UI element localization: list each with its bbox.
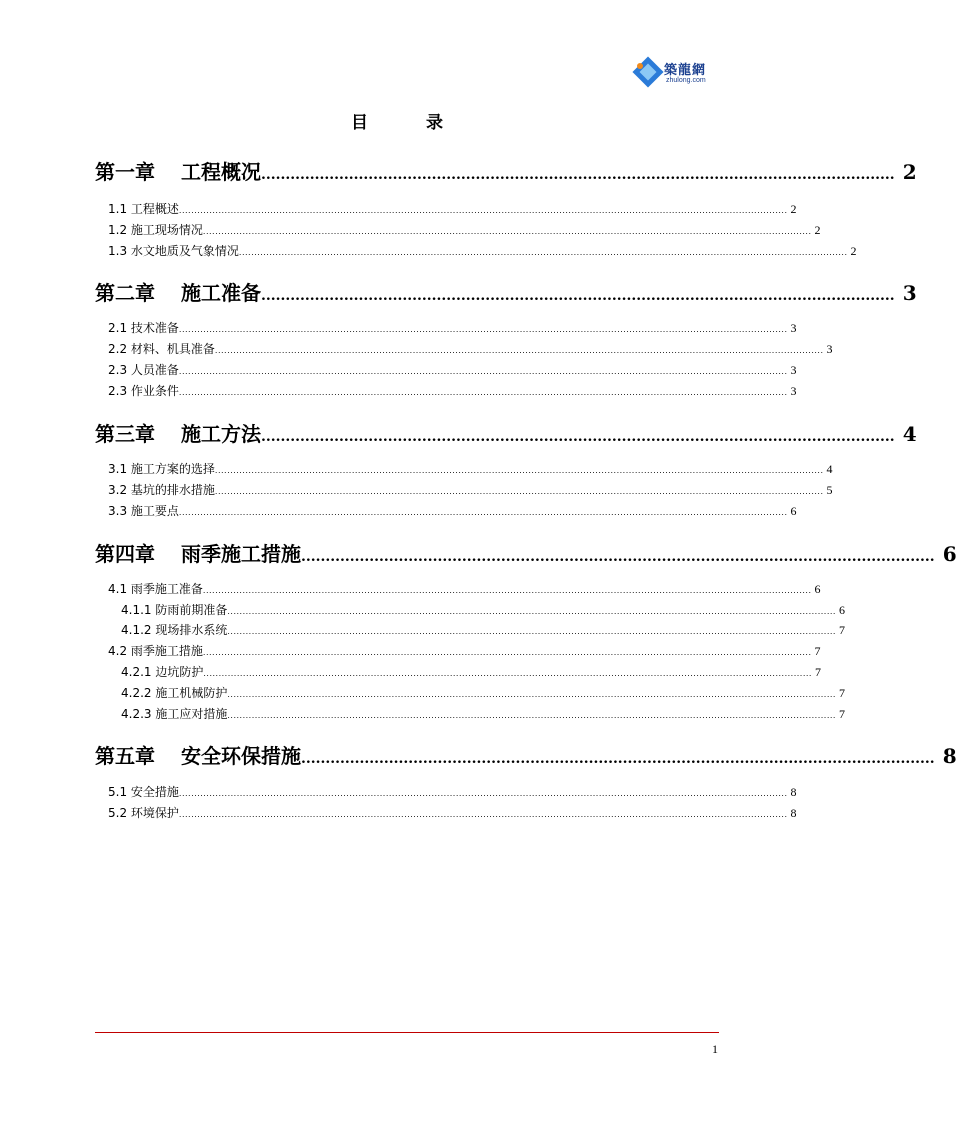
toc-section[interactable]: 5.1 安全措施 ........................................................................................................................................................................................................ 8 bbox=[108, 785, 797, 799]
leader-dots: ........................................................................................................................................................................................................ bbox=[202, 227, 812, 236]
leader-dots: ........................................................................................................................................................................................................ bbox=[227, 711, 836, 720]
leader-dots: .................................................................................................................................. bbox=[261, 429, 895, 445]
toc-section[interactable]: 3.3 施工要点 ........................................................................................................................................................................................................ 6 bbox=[108, 504, 797, 518]
toc-subsection[interactable]: 4.2.1 边坑防护 ........................................................................................................................................................................................................ 7 bbox=[121, 665, 821, 679]
toc-section[interactable]: 3.2 基坑的排水措施 ........................................................................................................................................................................................................ 5 bbox=[108, 483, 833, 497]
toc-subsection[interactable]: 4.1.1 防雨前期准备 ........................................................................................................................................................................................................ 6 bbox=[121, 603, 845, 617]
toc-section[interactable]: 2.1 技术准备 ........................................................................................................................................................................................................ 3 bbox=[108, 321, 797, 335]
toc-section[interactable]: 2.2 材料、机具准备 ........................................................................................................................................................................................................ 3 bbox=[108, 342, 833, 356]
leader-dots: .................................................................................................................................. bbox=[301, 751, 935, 767]
leader-dots: ........................................................................................................................................................................................................ bbox=[178, 206, 788, 215]
page-number: 1 bbox=[712, 1042, 718, 1056]
toc-section[interactable]: 2.3 人员准备 ........................................................................................................................................................................................................ 3 bbox=[108, 363, 797, 377]
toc-chapter-4[interactable] bbox=[0, 538, 957, 566]
toc-section[interactable]: 1.2 施工现场情况 ........................................................................................................................................................................................................ 2 bbox=[108, 223, 821, 237]
leader-dots: ........................................................................................................................................................................................................ bbox=[178, 508, 788, 517]
leader-dots: .................................................................................................................................. bbox=[301, 549, 935, 565]
footer-rule bbox=[95, 1032, 719, 1033]
leader-dots: ........................................................................................................................................................................................................ bbox=[214, 487, 824, 496]
leader-dots: ........................................................................................................................................................................................................ bbox=[214, 466, 824, 475]
toc-section[interactable]: 4.1 雨季施工准备 ........................................................................................................................................................................................................ 6 bbox=[108, 582, 821, 596]
toc-section[interactable]: 3.1 施工方案的选择 ........................................................................................................................................................................................................ 4 bbox=[108, 462, 833, 476]
leader-dots: ........................................................................................................................................................................................................ bbox=[227, 607, 836, 616]
leader-dots: ........................................................................................................................................................................................................ bbox=[178, 325, 788, 334]
leader-dots: ........................................................................................................................................................................................................ bbox=[178, 367, 788, 376]
chapter-page: 3 bbox=[902, 281, 917, 305]
chapter-heading: 第二章 施工准备 bbox=[95, 281, 261, 305]
leader-dots: ........................................................................................................................................................................................................ bbox=[203, 669, 812, 678]
toc-section[interactable]: 4.2 雨季施工措施 ........................................................................................................................................................................................................ 7 bbox=[108, 644, 821, 658]
chapter-page: 6 bbox=[942, 542, 957, 566]
toc-chapter-1[interactable] bbox=[0, 156, 917, 184]
logo-domain: zhulong.com bbox=[666, 77, 706, 84]
toc-section[interactable]: 1.3 水文地质及气象情况 ........................................................................................................................................................................................................ 2 bbox=[108, 244, 857, 258]
toc-section[interactable]: 5.2 环境保护 ........................................................................................................................................................................................................ 8 bbox=[108, 806, 797, 820]
toc-subsection[interactable]: 4.1.2 现场排水系统 ........................................................................................................................................................................................................ 7 bbox=[121, 623, 845, 637]
toc-subsection[interactable]: 4.2.3 施工应对措施 ........................................................................................................................................................................................................ 7 bbox=[121, 707, 845, 721]
leader-dots: ........................................................................................................................................................................................................ bbox=[238, 248, 848, 257]
chapter-heading: 第五章 安全环保措施 bbox=[95, 744, 301, 768]
zhulong-logo bbox=[634, 56, 726, 92]
chapter-heading: 第一章 工程概况 bbox=[95, 160, 261, 184]
chapter-page: 2 bbox=[902, 160, 917, 184]
leader-dots: ........................................................................................................................................................................................................ bbox=[202, 586, 812, 595]
logo-name: 築龍網 bbox=[664, 63, 707, 78]
toc-chapter-5[interactable] bbox=[0, 740, 957, 768]
leader-dots: .................................................................................................................................. bbox=[261, 288, 895, 304]
toc-chapter-2[interactable] bbox=[0, 277, 917, 305]
toc-chapter-3[interactable] bbox=[0, 418, 917, 446]
leader-dots: ........................................................................................................................................................................................................ bbox=[227, 627, 836, 636]
leader-dots: .................................................................................................................................. bbox=[261, 167, 895, 183]
toc-section[interactable]: 2.3 作业条件 ........................................................................................................................................................................................................ 3 bbox=[108, 384, 797, 398]
leader-dots: ........................................................................................................................................................................................................ bbox=[178, 789, 788, 798]
zhulong-emblem-icon bbox=[634, 58, 662, 86]
leader-dots: ........................................................................................................................................................................................................ bbox=[178, 810, 788, 819]
leader-dots: ........................................................................................................................................................................................................ bbox=[178, 388, 788, 397]
chapter-heading: 第四章 雨季施工措施 bbox=[95, 542, 301, 566]
chapter-heading: 第三章 施工方法 bbox=[95, 422, 261, 446]
leader-dots: ........................................................................................................................................................................................................ bbox=[214, 346, 824, 355]
toc-title: 目 录 bbox=[351, 113, 469, 133]
chapter-page: 4 bbox=[902, 422, 917, 446]
toc-section[interactable]: 1.1 工程概述 ........................................................................................................................................................................................................ 2 bbox=[108, 202, 797, 216]
chapter-page: 8 bbox=[942, 744, 957, 768]
toc-subsection[interactable]: 4.2.2 施工机械防护 ........................................................................................................................................................................................................ 7 bbox=[121, 686, 845, 700]
leader-dots: ........................................................................................................................................................................................................ bbox=[227, 690, 836, 699]
leader-dots: ........................................................................................................................................................................................................ bbox=[202, 648, 812, 657]
